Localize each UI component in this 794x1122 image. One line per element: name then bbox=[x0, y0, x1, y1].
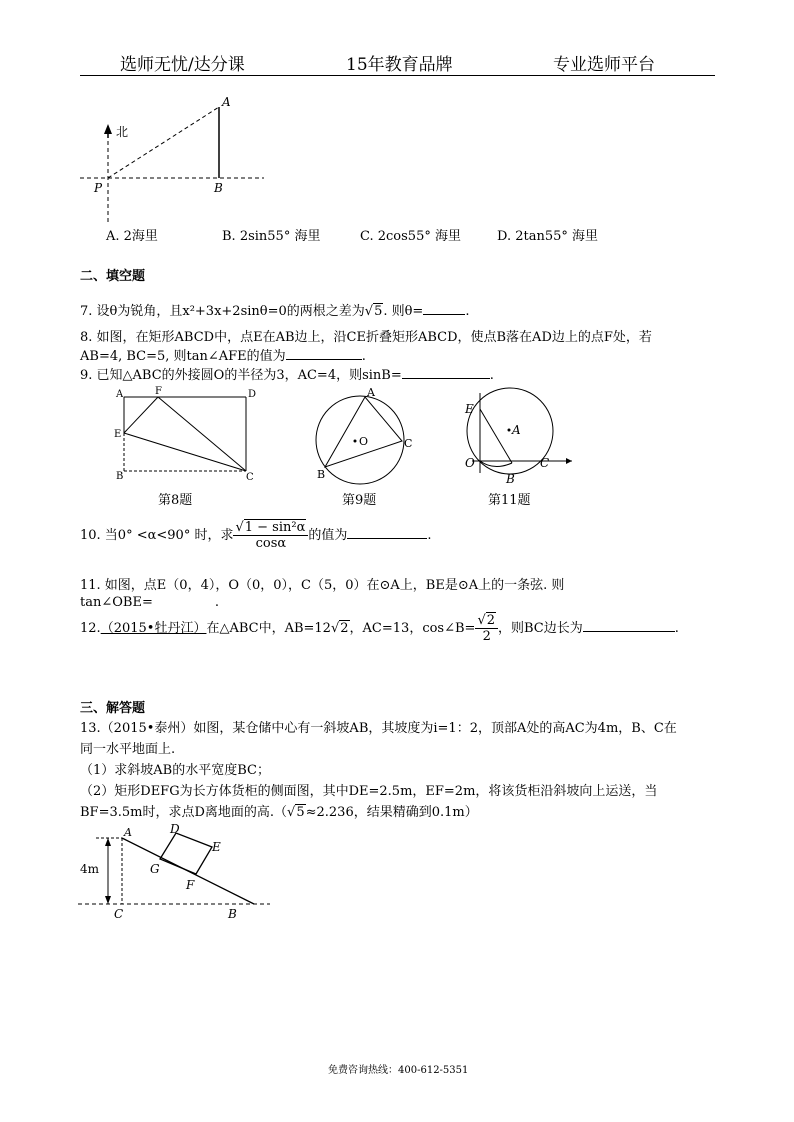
question-13-line5 bbox=[80, 801, 478, 820]
line-PA bbox=[108, 107, 219, 178]
q12-source-link[interactable]: （2015•牡丹江） bbox=[100, 621, 207, 636]
q12-text2: ，AC=13，cos∠B= bbox=[349, 621, 476, 636]
q11-end: . bbox=[214, 595, 219, 610]
north-arrow-icon bbox=[104, 124, 112, 134]
dimension-arrow-up-icon bbox=[105, 838, 111, 846]
label-A: A bbox=[222, 95, 231, 109]
label-C: C bbox=[246, 472, 254, 483]
label-B: B bbox=[317, 468, 326, 481]
rectangle-DEFG bbox=[160, 833, 212, 874]
sqrt-icon: √ bbox=[330, 621, 340, 636]
header-rule bbox=[80, 75, 715, 76]
q12-text: 在△ABC中，AB=12 bbox=[206, 621, 331, 636]
q12-numerator-root: 2 bbox=[486, 613, 496, 628]
q12-fraction-denominator: 2 bbox=[482, 629, 491, 644]
q10-numerator-expr: 1 − sin²α bbox=[244, 520, 306, 535]
q7-answer-blank[interactable] bbox=[423, 302, 465, 315]
q12-answer-blank[interactable] bbox=[583, 619, 675, 632]
figure-q6 bbox=[78, 92, 278, 224]
center-dot bbox=[354, 440, 357, 443]
q12-number: 12. bbox=[80, 621, 101, 636]
q9-answer-blank[interactable] bbox=[402, 366, 490, 379]
q6-option-c: C. 2cos55° 海里 bbox=[360, 229, 461, 244]
label-P: P bbox=[94, 181, 103, 195]
q11-line1: 11. 如图，点E（0，4），O（0，0），C（5，0）在⊙A上，BE是⊙A上的一条弦. 则 bbox=[80, 578, 565, 593]
header-center: 15年教育品牌 bbox=[346, 55, 453, 75]
q12-post: ，则BC边长为 bbox=[498, 621, 583, 636]
label-G: G bbox=[150, 862, 160, 876]
label-E: E bbox=[114, 429, 122, 440]
q6-option-d: D. 2tan55° 海里 bbox=[497, 229, 599, 244]
label-A: A bbox=[512, 423, 521, 437]
footer-hotline: 免费咨询热线：400-612-5351 bbox=[328, 1065, 469, 1076]
question-7 bbox=[80, 300, 469, 319]
sqrt-icon: √ bbox=[287, 805, 296, 820]
x-axis-arrow-icon bbox=[566, 458, 572, 464]
q10-answer-blank[interactable] bbox=[347, 526, 427, 539]
label-C: C bbox=[114, 907, 124, 921]
fig9-caption: 第9题 bbox=[342, 493, 377, 508]
label-C: C bbox=[404, 437, 413, 450]
center-dot bbox=[508, 429, 511, 432]
label-F: F bbox=[186, 878, 195, 892]
q7-end: . bbox=[465, 304, 470, 319]
q9-text: 9. 已知△ABC的外接圆O的半径为3，AC=4，则sinB= bbox=[80, 368, 402, 383]
fig11-caption: 第11题 bbox=[488, 493, 531, 508]
q12-fraction bbox=[475, 613, 498, 644]
q12-end: . bbox=[674, 621, 679, 636]
header-left: 选师无忧/达分课 bbox=[120, 55, 245, 75]
triangle-ABC bbox=[325, 397, 402, 467]
q10-numerator bbox=[233, 520, 308, 536]
q13-line4: （2）矩形DEFG为长方体货柜的侧面图，其中DE=2.5m，EF=2m，将该货柜沿斜坡向上运送，当 bbox=[80, 784, 658, 799]
height-label: 4m bbox=[80, 862, 100, 876]
label-O: O bbox=[465, 456, 475, 470]
label-O: O bbox=[359, 435, 369, 448]
question-10 bbox=[80, 520, 432, 551]
label-C: C bbox=[540, 456, 550, 470]
label-B: B bbox=[214, 181, 223, 195]
figure-9 bbox=[305, 385, 425, 490]
q10-end: . bbox=[427, 528, 432, 543]
q6-option-b: B. 2sin55° 海里 bbox=[222, 229, 321, 244]
question-12 bbox=[80, 613, 679, 644]
q8-end: . bbox=[361, 349, 366, 364]
figure-8 bbox=[112, 385, 262, 485]
segment-EC bbox=[124, 433, 246, 471]
label-E: E bbox=[212, 840, 221, 854]
sqrt-icon: √ bbox=[477, 613, 486, 628]
segment-EF bbox=[124, 397, 158, 433]
q12-fraction-numerator bbox=[475, 613, 498, 629]
fig8-caption: 第8题 bbox=[158, 493, 193, 508]
label-D: D bbox=[248, 389, 257, 400]
q7-text: 7. 设θ为锐角，且x²+3x+2sinθ=0的两根之差为 bbox=[80, 304, 365, 319]
q11-line2-text: tan∠OBE= bbox=[80, 595, 153, 610]
section-fill-blank-title: 二、填空题 bbox=[80, 269, 146, 284]
q8-line2-text: AB=4, BC=5, 则tan∠AFE的值为 bbox=[80, 349, 286, 364]
q8-answer-blank[interactable] bbox=[286, 347, 362, 360]
q8-line1: 8. 如图，在矩形ABCD中，点E在AB边上，沿CE折叠矩形ABCD，使点B落在AD边上的点F处，若 bbox=[80, 330, 652, 345]
figure-13 bbox=[78, 822, 278, 922]
label-F: F bbox=[155, 386, 162, 397]
q13-line2: 同一水平地面上. bbox=[80, 742, 176, 757]
header-right: 专业选师平台 bbox=[553, 55, 655, 75]
label-B: B bbox=[506, 472, 515, 486]
dimension-arrow-down-icon bbox=[105, 896, 111, 904]
q13-line1: 13.（2015•泰州）如图，某仓储中心有一斜坡AB，其坡度为i=1：2，顶部A处的高AC为4m，B、C在 bbox=[80, 721, 677, 736]
label-E: E bbox=[465, 402, 474, 416]
label-B: B bbox=[116, 471, 124, 482]
q12-root: 2 bbox=[340, 621, 349, 636]
label-D: D bbox=[170, 822, 180, 836]
q13-line5-post: ≈2.236，结果精确到0.1m） bbox=[305, 805, 478, 820]
q9-end: . bbox=[489, 368, 494, 383]
q10-text: 10. 当0° <α<90° 时，求 bbox=[80, 528, 234, 543]
q7-post: . 则θ= bbox=[383, 304, 424, 319]
label-A: A bbox=[124, 826, 132, 839]
section-answer-title: 三、解答题 bbox=[80, 701, 146, 716]
q13-root: 5 bbox=[296, 805, 305, 820]
q13-line3: （1）求斜坡AB的水平宽度BC； bbox=[80, 763, 270, 778]
q10-post: 的值为 bbox=[308, 528, 348, 543]
question-8-line2 bbox=[80, 345, 366, 364]
question-11-line2 bbox=[80, 595, 219, 610]
q6-option-a: A. 2海里 bbox=[106, 229, 158, 244]
label-A: A bbox=[367, 386, 375, 399]
question-9 bbox=[80, 364, 494, 383]
label-B: B bbox=[228, 907, 237, 921]
q7-root: 5 bbox=[374, 304, 383, 319]
label-A: A bbox=[116, 389, 124, 400]
figure-11 bbox=[460, 385, 575, 490]
sqrt-icon: √ bbox=[364, 304, 374, 319]
q10-fraction bbox=[233, 520, 308, 551]
q13-line5-text: BF=3.5m时，求点D离地面的高.（ bbox=[80, 805, 288, 820]
sqrt-icon: √ bbox=[235, 520, 244, 535]
segment-EB bbox=[480, 409, 512, 463]
q10-denominator: cosα bbox=[255, 536, 287, 551]
north-label: 北 bbox=[116, 125, 129, 139]
segment-FC bbox=[158, 397, 246, 471]
